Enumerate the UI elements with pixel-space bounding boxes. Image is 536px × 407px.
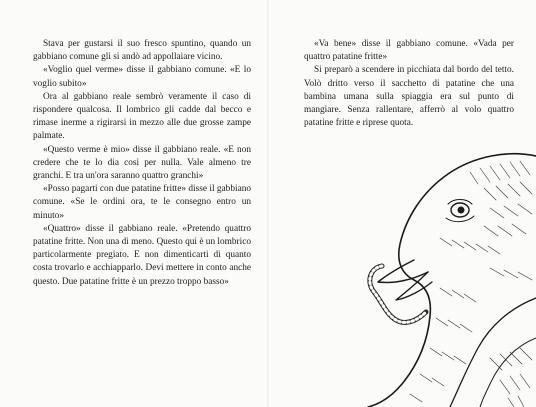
gull-pupil — [458, 207, 464, 213]
paragraph: «Posso pagarti con due patatine fritte» disse il gabbiano comune. «Se le ordini ora, te le consegno entro un minuto» — [33, 184, 251, 221]
worm — [370, 266, 426, 322]
left-page-text — [33, 38, 251, 289]
gull-head-outline — [368, 154, 536, 407]
paragraph: Si preparò a scendere in picchiata dal bordo del tetto. Volò dritto verso il sacchetto di patatine che una bambina umana sulla spiaggia era sul punto di mangiare. Senza rallentare, afferrò al volo quattro patatine fritte e riprese quota. — [304, 65, 514, 129]
paragraph: Ora al gabbiano reale sembrò veramente il caso di rispondere qualcosa. Il lombrico gli cadde dal becco e rimase inerme a rigirarsi in mezzo alle due grosse zampe palmate. — [33, 91, 251, 142]
paragraph: Stava per gustarsi il suo fresco spuntino, quando un gabbiano comune gli si andò ad appollaiare vicino. — [33, 39, 251, 63]
gull-wing — [450, 298, 536, 407]
gull-illustration — [340, 148, 536, 407]
paragraph: «Voglio quel verme» disse il gabbiano comune. «E lo voglio subito» — [33, 65, 251, 89]
book-gutter — [267, 0, 269, 407]
paragraph: «Quattro» disse il gabbiano reale. «Pretendo quattro patatine fritte. Non una di meno. Questo qui è un lombrico particolarmente pregiato. E non dimenticarti di quanto costa trovarlo e acchiapparlo. Devi mettere in conto anche questo. Due patatine fritte è un prezzo troppo basso» — [33, 223, 251, 287]
paragraph: «Questo verme è mio» disse il gabbiano reale. «E non credere che te lo dia così per nulla. Vale almeno tre granchi. E tra un'ora saranno quattro granchi» — [33, 144, 251, 182]
gull-beak-lower — [396, 272, 432, 300]
paragraph: «Va bene» disse il gabbiano comune. «Vada per quattro patatine fritte» — [304, 39, 514, 63]
feather-hatching — [410, 161, 532, 407]
right-page-text — [304, 38, 514, 130]
